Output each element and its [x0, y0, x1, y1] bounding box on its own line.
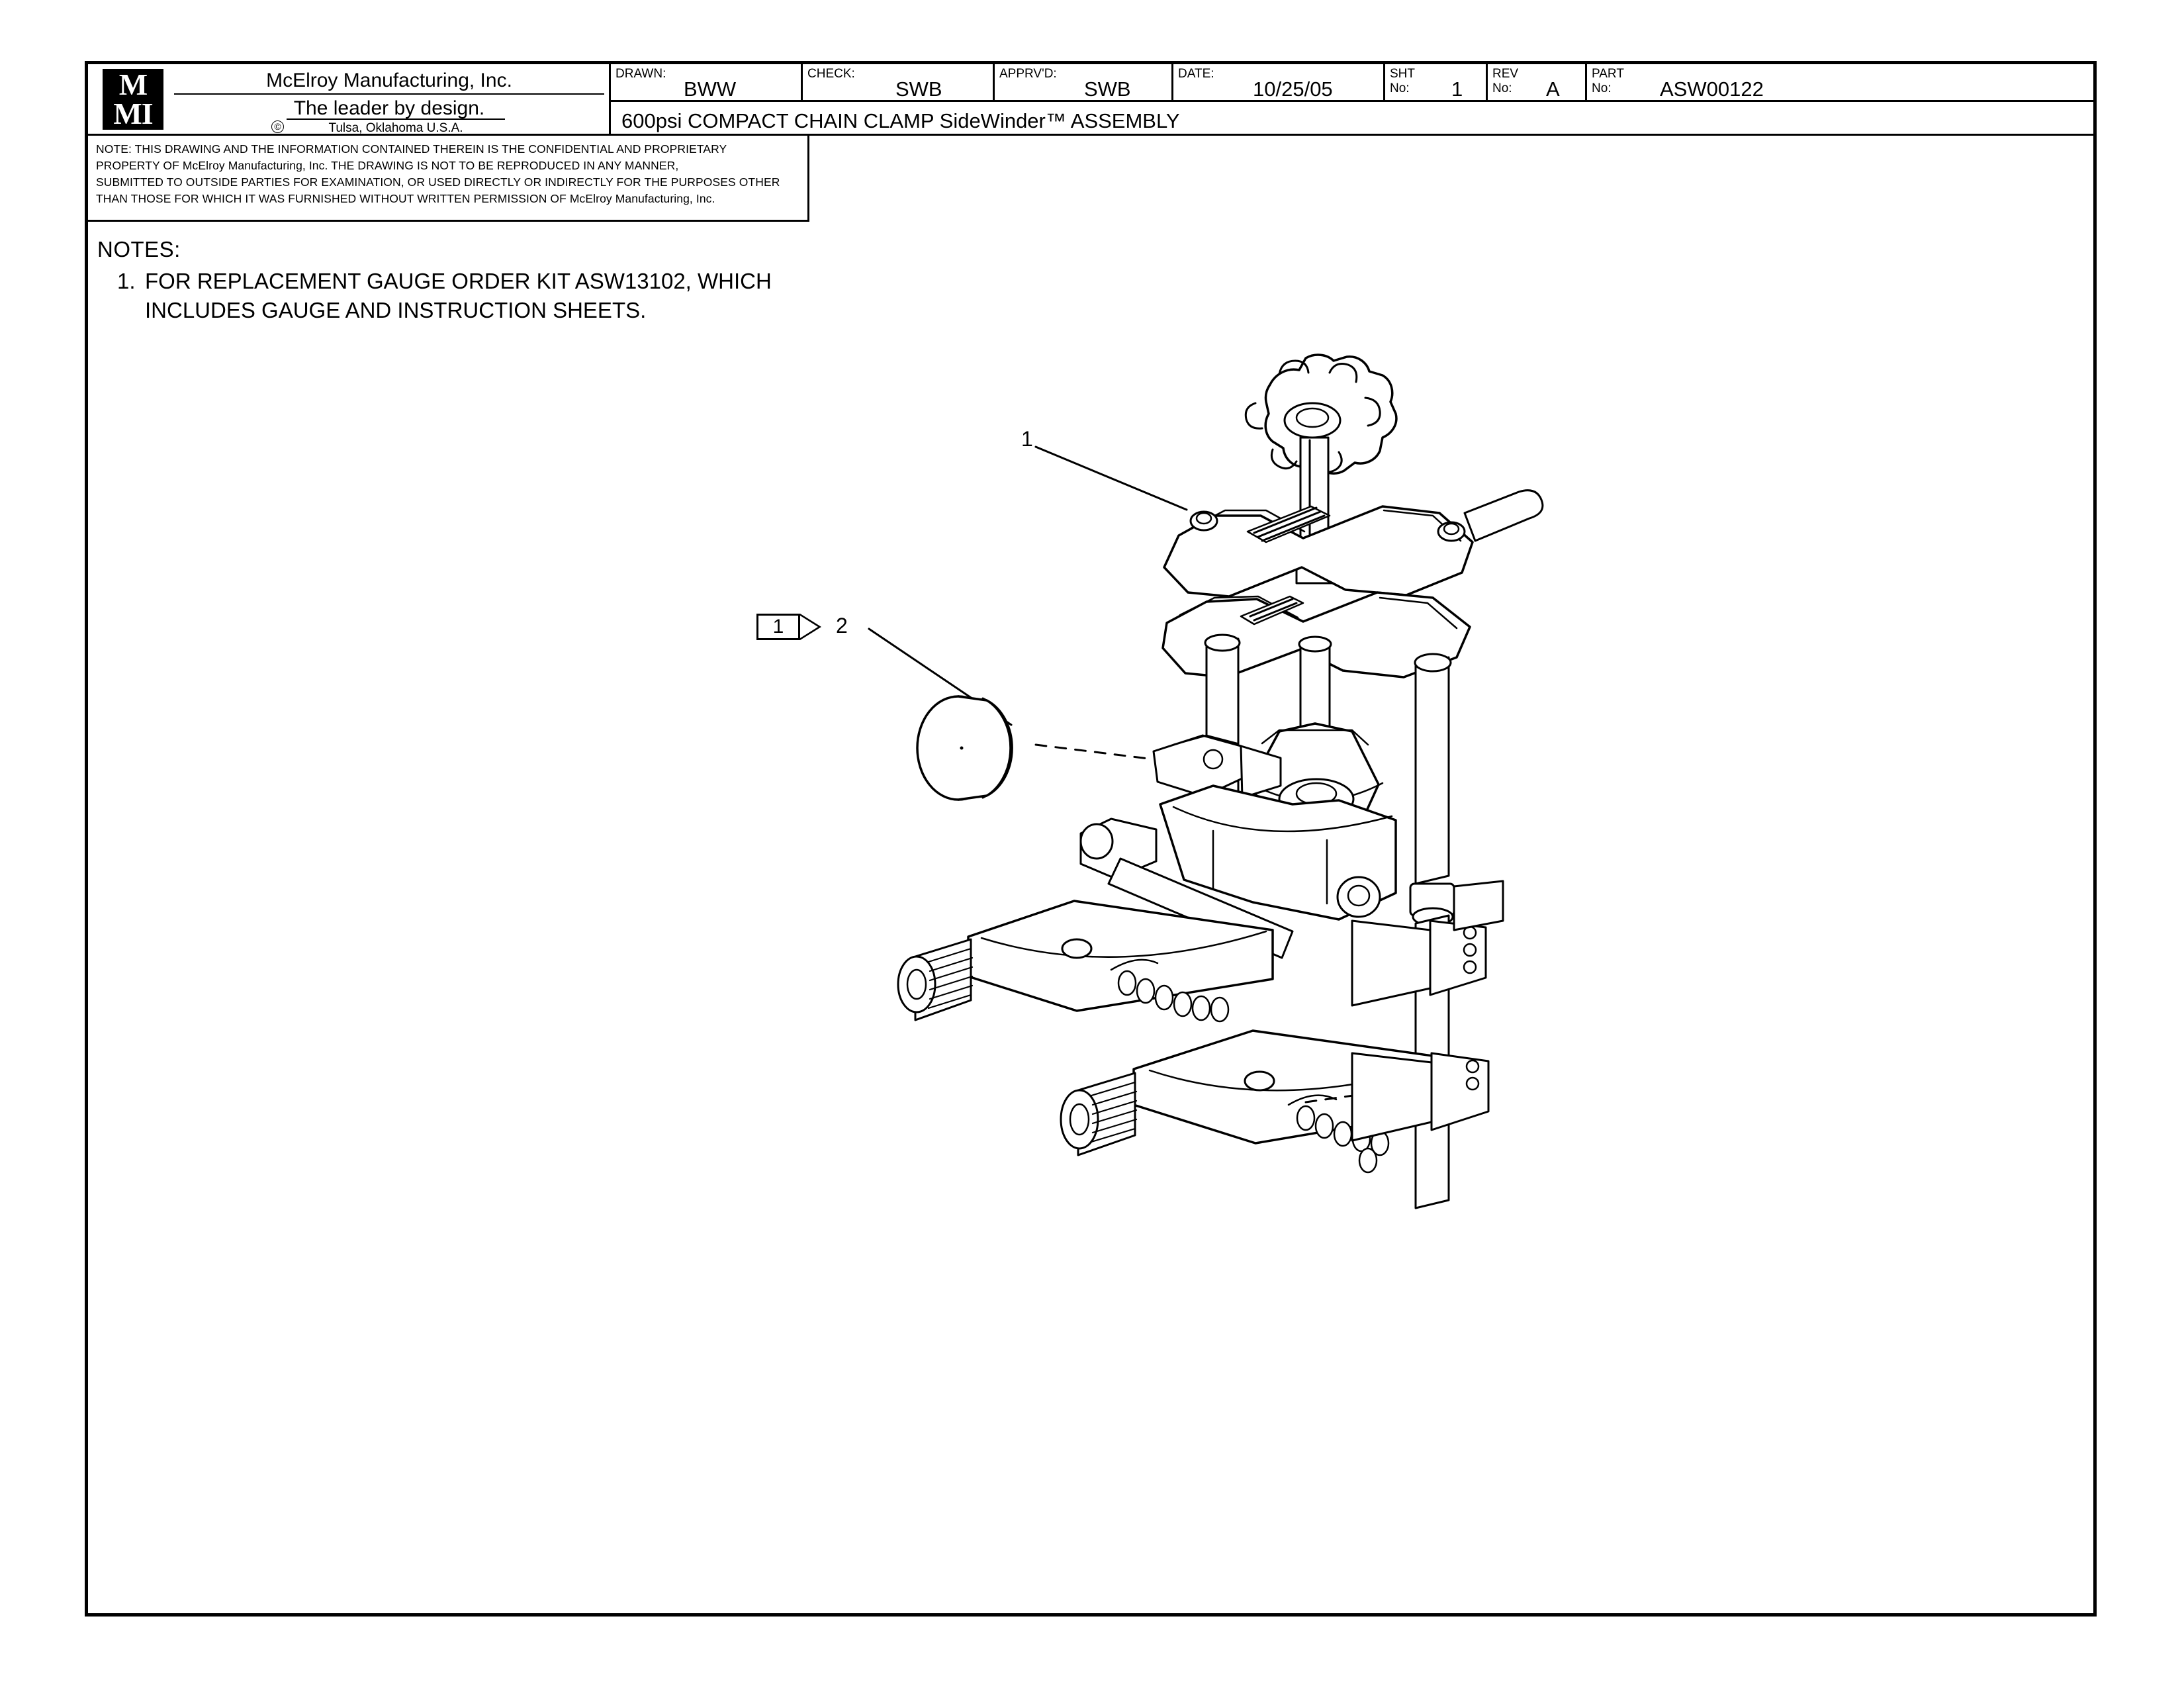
note-item-1-number: 1.	[117, 269, 136, 293]
upper-cross-beam	[1164, 491, 1543, 596]
rear-chain-arm	[898, 901, 1486, 1021]
note-item-1-line1: FOR REPLACEMENT GAUGE ORDER KIT ASW13102, WHICH	[145, 269, 772, 293]
field-revision-label-line2: No:	[1492, 81, 1512, 95]
field-approved-value: SWB	[1084, 77, 1131, 101]
field-check	[803, 64, 995, 100]
callout-2-label: 2	[836, 614, 848, 637]
front-mandrel	[1061, 1073, 1136, 1155]
confidentiality-line-4: THAN THOSE FOR WHICH IT WAS FURNISHED WITHOUT WRITTEN PERMISSION OF McElroy Manufacturing, Inc.	[96, 192, 715, 205]
field-drawn	[611, 64, 803, 100]
company-tagline: The leader by design.	[174, 93, 604, 120]
field-drawn-label: DRAWN:	[615, 67, 666, 81]
field-drawn-value: BWW	[684, 77, 737, 101]
notes-heading: NOTES:	[97, 237, 181, 261]
field-check-label: CHECK:	[807, 67, 855, 81]
assembly-description-row	[611, 100, 2093, 136]
mmi-logo-icon	[103, 69, 163, 130]
field-approved-label: APPRV'D:	[999, 67, 1057, 81]
assembly-drawing	[88, 222, 2093, 1612]
copyright-icon: ©	[271, 120, 284, 133]
confidentiality-line-2: PROPERTY OF McElroy Manufacturing, Inc. THE DRAWING IS NOT TO BE REPRODUCED IN ANY MANNER,	[96, 159, 679, 172]
company-location: Tulsa, Oklahoma U.S.A.	[287, 118, 505, 136]
field-date-value: 10/25/05	[1253, 77, 1333, 101]
confidentiality-note	[88, 136, 809, 222]
field-revision-label-line1: REV	[1492, 67, 1519, 81]
assembly-line-art	[88, 222, 2093, 1612]
field-sheet	[1385, 64, 1488, 100]
field-approved	[995, 64, 1173, 100]
field-sheet-label-line2: No:	[1390, 81, 1410, 95]
beam-bolt-right	[1438, 522, 1465, 541]
center-post	[1299, 637, 1331, 731]
callout-1-label: 1	[1021, 427, 1033, 451]
company-name: McElroy Manufacturing, Inc.	[266, 70, 512, 91]
confidentiality-line-1: NOTE: THIS DRAWING AND THE INFORMATION CONTAINED THEREIN IS THE CONFIDENTIAL AND PROPRIETARY	[96, 142, 727, 156]
rear-mandrel	[898, 939, 972, 1020]
field-part-label-line1: PART	[1592, 67, 1624, 81]
company-logo-cell	[88, 64, 611, 136]
revision-flag-inner-icon	[800, 616, 818, 638]
logo-line-1: M	[118, 68, 148, 101]
rear-bracket-pins	[1464, 927, 1476, 973]
revision-balloon: 1	[756, 614, 800, 640]
field-sheet-label-line1: SHT	[1390, 67, 1415, 81]
field-date-label: DATE:	[1178, 67, 1214, 81]
gauge-assembly	[917, 696, 1012, 800]
beam-bolt-left	[1191, 512, 1217, 530]
assembly-description: 600psi COMPACT CHAIN CLAMP SideWinder™ ASSEMBLY	[621, 109, 1180, 132]
field-part-label-line2: No:	[1592, 81, 1612, 95]
drawing-frame	[85, 61, 2097, 1617]
field-revision	[1488, 64, 1587, 100]
field-date	[1173, 64, 1385, 100]
title-block	[88, 64, 2093, 136]
field-check-value: SWB	[895, 77, 942, 101]
field-part-value: ASW00122	[1660, 77, 1764, 101]
confidentiality-line-3: SUBMITTED TO OUTSIDE PARTIES FOR EXAMINATION, OR USED DIRECTLY OR INDIRECTLY FOR THE PURPOSES OTHER	[96, 175, 780, 189]
leader-line-1	[1036, 447, 1187, 510]
rear-upright-flange	[1454, 881, 1503, 930]
leader-line-2-dashed	[1036, 745, 1154, 759]
pivot-boss	[1338, 877, 1380, 917]
note-item-1-line2: INCLUDES GAUGE AND INSTRUCTION SHEETS.	[145, 298, 647, 322]
field-part-number	[1587, 64, 2093, 100]
logo-line-2: MI	[113, 97, 153, 130]
field-sheet-value: 1	[1451, 77, 1463, 101]
field-revision-value: A	[1546, 77, 1560, 101]
